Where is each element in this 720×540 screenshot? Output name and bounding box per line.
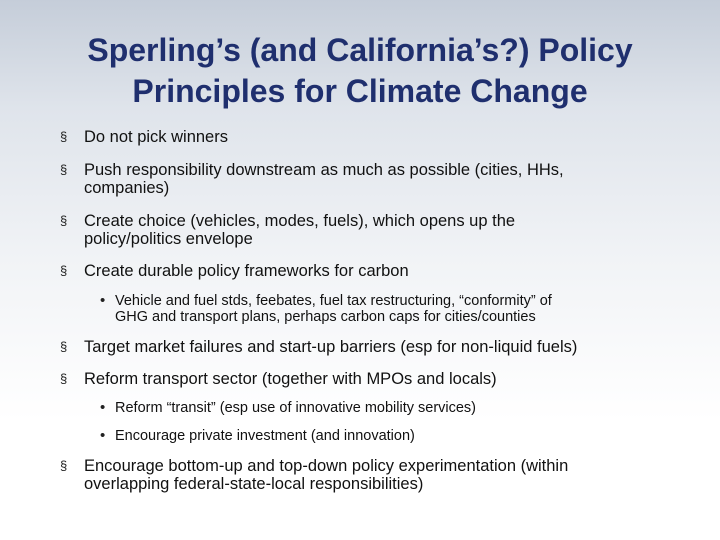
square-bullet-icon: § — [60, 371, 68, 386]
bullet-item-2 — [60, 161, 694, 197]
slide-title-line-1: Sperling’s (and California’s?) Policy — [87, 32, 633, 68]
slide-title-line-2: Principles for Climate Change — [132, 73, 588, 109]
square-bullet-icon: § — [60, 458, 68, 473]
bullet-text: Create durable policy frameworks for carbon — [84, 262, 409, 280]
bullet-text-line-2: overlapping federal-state-local responsibilities) — [84, 475, 424, 493]
sub-bullet-item-3 — [100, 427, 695, 444]
bullet-item-5 — [60, 338, 694, 356]
sub-bullet-text: Reform “transit” (esp use of innovative mobility services) — [115, 400, 477, 416]
bullet-text-line-1: Encourage bottom-up and top-down policy experimentation (within — [84, 457, 569, 475]
sub-bullet-item-1 — [100, 292, 695, 325]
bullet-item-4 — [60, 262, 694, 280]
bullet-item-6 — [60, 370, 694, 388]
bullet-text: Do not pick winners — [84, 128, 228, 146]
dot-bullet-icon: • — [100, 399, 106, 416]
bullet-text: Target market failures and start-up barriers (esp for non-liquid fuels) — [84, 338, 578, 356]
square-bullet-icon: § — [60, 129, 68, 144]
sub-bullet-item-2 — [100, 399, 695, 416]
bullet-text-line-1: Create choice (vehicles, modes, fuels), which opens up the — [84, 212, 516, 230]
square-bullet-icon: § — [60, 213, 68, 228]
dot-bullet-icon: • — [100, 292, 106, 309]
bullet-item-1 — [60, 128, 694, 146]
dot-bullet-icon: • — [100, 427, 106, 444]
sub-bullet-text: Encourage private investment (and innovation) — [115, 428, 415, 444]
bullet-text: Reform transport sector (together with MPOs and locals) — [84, 370, 497, 388]
sub-bullet-text-line-1: Vehicle and fuel stds, feebates, fuel tax restructuring, “conformity” of — [115, 293, 552, 309]
bullet-item-3 — [60, 212, 694, 248]
bullet-item-7 — [60, 457, 694, 493]
square-bullet-icon: § — [60, 339, 68, 354]
bullet-text-line-1: Push responsibility downstream as much as possible (cities, HHs, — [84, 161, 564, 179]
bullet-text-line-2: policy/politics envelope — [84, 230, 253, 248]
sub-bullet-text-line-2: GHG and transport plans, perhaps carbon caps for cities/counties — [115, 309, 536, 325]
square-bullet-icon: § — [60, 263, 68, 278]
square-bullet-icon: § — [60, 162, 68, 177]
bullet-text-line-2: companies) — [84, 179, 170, 197]
